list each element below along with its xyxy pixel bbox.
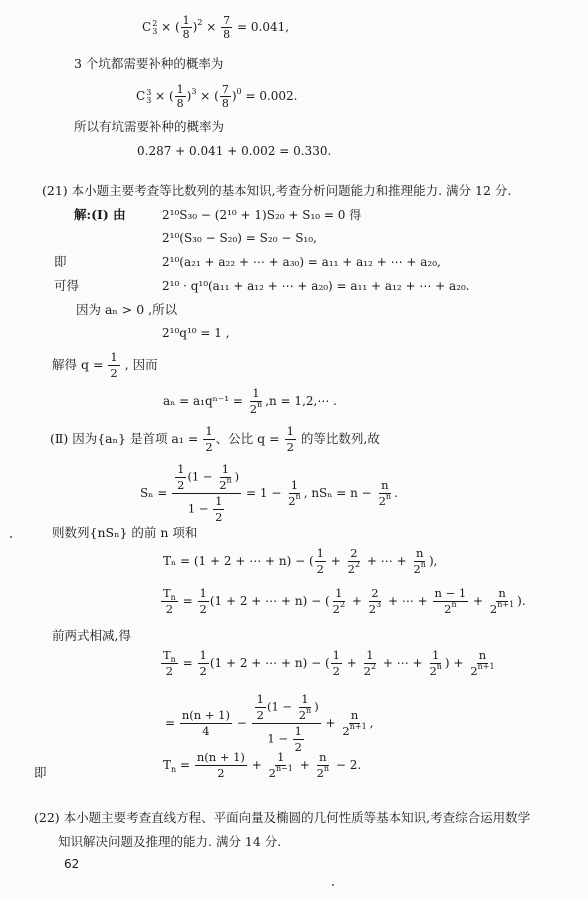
fraction-half: $\frac{1}{2}$ bbox=[294, 724, 302, 754]
fraction-one-eighth: $\frac{1}{8}$ bbox=[176, 83, 184, 110]
eq-tn-final: $T_n$ = $\frac{n(n + 1)}{2}$ + $\frac{1}{2^{n-1}}$ + $\frac{n}{2^n}$ − 2. bbox=[163, 750, 362, 780]
problem-22-header: (22) 本小题主要考查直线方程、平面向量及椭圆的几何性质等基本知识,考查综合运用数学 bbox=[34, 810, 531, 825]
text-thus: , 因而 bbox=[124, 357, 158, 372]
fraction-term-n: $\frac{n}{2^{n+1}}$ bbox=[489, 586, 515, 616]
eq-diff-result: = $\frac{n(n + 1)}{4}$ − $\frac{1}{2}$ (1 − $\frac{1}{2^n}$ ) 1 − $\frac{1}{2}$ + $\frac{n}{2^{n+1}}$ , bbox=[165, 692, 374, 754]
fraction-half: $\frac{1}{2}$ bbox=[256, 692, 264, 722]
fraction-half: $\frac{1}{2}$ bbox=[110, 350, 118, 380]
eq-3: 2¹⁰(a₂₁ + a₂₂ + ⋯ + a₃₀) = a₁₁ + a₁₂ + ⋯ + a₂₀, bbox=[162, 255, 441, 269]
fraction-n-n1-over-4: $\frac{n(n + 1)}{4}$ bbox=[181, 708, 230, 738]
text-sum-paren: (1 + 2 + ⋯ + n) − ( bbox=[209, 656, 330, 670]
text-one-minus: = 1 − bbox=[246, 486, 282, 500]
fraction-one-over-2n: $\frac{1}{2^n}$ bbox=[249, 386, 263, 416]
eq-given: 2¹⁰S₃₀ − (2¹⁰ + 1)S₂₀ + S₁₀ = 0 得 bbox=[162, 208, 362, 222]
comb-symbol: C bbox=[136, 89, 146, 103]
fraction-term-1: $\frac{1}{2}$ bbox=[332, 648, 340, 678]
fraction-n-n1-over-2: $\frac{n(n + 1)}{2}$ bbox=[196, 750, 245, 780]
fraction-n-over-2n1: $\frac{n}{2^{n+1}}$ bbox=[470, 648, 495, 678]
text-close: ). bbox=[517, 594, 526, 608]
fraction-one-over-2n: $\frac{1}{2^n}$ bbox=[219, 462, 232, 492]
fraction-n-over-2n1: $\frac{n}{2^{n+1}}$ bbox=[342, 708, 367, 738]
fraction-half: $\frac{1}{2}$ bbox=[199, 586, 207, 616]
fraction-seven-eighths: $\frac{7}{8}$ bbox=[223, 14, 231, 41]
text-any-pit: 所以有坑需要补种的概率为 bbox=[74, 119, 225, 134]
text-times-paren: × ( bbox=[161, 20, 180, 34]
fraction-half: $\frac{1}{2}$ bbox=[199, 648, 207, 678]
eq-prob-three: C 3 3 × ( $\frac{1}{8}$ )$^3$ × ( $\frac{7}{8}$ )$^0$ = 0.002. bbox=[136, 83, 298, 110]
text-tn: Tₙ = (1 + 2 + ⋯ + n) − ( bbox=[163, 554, 314, 568]
eq-prob-two: C 2 3 × ( $\frac{1}{8}$ )$^2$ × $\frac{7}{8}$ = 0.041, bbox=[142, 14, 290, 41]
fraction-half: $\frac{1}{2}$ bbox=[286, 424, 294, 454]
eq-5: 2¹⁰q¹⁰ = 1 , bbox=[162, 326, 230, 340]
fraction-term-2: $\frac{1}{2^2}$ bbox=[363, 648, 377, 678]
text-n-range: ,n = 1,2,⋯ . bbox=[265, 394, 337, 408]
comb-indices: 3 3 bbox=[146, 87, 152, 105]
fraction-geometric-sum: $\frac{1}{2}$ (1 − $\frac{1}{2^n}$ ) 1 − $\frac{1}{2}$ bbox=[252, 692, 321, 755]
fraction-n-over-2n: $\frac{n}{2^n}$ bbox=[378, 478, 392, 508]
eq-2: 2¹⁰(S₃₀ − S₂₀) = S₂₀ − S₁₀, bbox=[162, 231, 317, 245]
text-geometric: 的等比数列,故 bbox=[300, 431, 380, 446]
scan-speck bbox=[10, 536, 12, 538]
fraction-n-over-2n: $\frac{n}{2^n}$ bbox=[316, 750, 330, 780]
problem-22-line2: 知识解决问题及推理的能力. 满分 14 分. bbox=[58, 834, 282, 849]
eq-diff: $\frac{T_n}{2}$ = $\frac{1}{2}$ (1 + 2 + ⋯ + n) − ( $\frac{1}{2}$ + $\frac{1}{2^2}$ + ⋯ + $\frac{1}{2^n}$ ) + $\frac{n}{2^{n+1}}$ bbox=[163, 648, 495, 678]
fraction-one-over-2n-1: $\frac{1}{2^{n-1}}$ bbox=[268, 750, 293, 780]
fraction-term-1: $\frac{1}{2^2}$ bbox=[332, 586, 346, 616]
part-two-intro bbox=[50, 424, 380, 455]
text-times-paren: × ( bbox=[200, 89, 219, 103]
label-ji-final: 即 bbox=[34, 765, 47, 780]
fraction-half: $\frac{1}{2}$ bbox=[177, 462, 185, 492]
text-ratio: 、公比 q = bbox=[215, 431, 280, 446]
fraction-term-2: $\frac{2}{2^3}$ bbox=[368, 586, 382, 616]
label-ji: 即 bbox=[54, 254, 67, 269]
comb-indices: 2 3 bbox=[152, 18, 158, 36]
eq-sum: 0.287 + 0.041 + 0.002 = 0.330. bbox=[137, 144, 332, 158]
page-number: 62 bbox=[64, 857, 80, 871]
solution-label: 解:(Ⅰ) 由 bbox=[74, 207, 126, 222]
fraction-term-n-1: $\frac{n - 1}{2^n}$ bbox=[434, 586, 467, 616]
text-close: ), bbox=[428, 554, 438, 568]
result-text: = 0.002. bbox=[245, 89, 298, 103]
scan-speck bbox=[332, 884, 334, 886]
comb-symbol: C bbox=[142, 20, 152, 34]
fraction-tn-over-2: $\frac{T_n}{2}$ bbox=[163, 586, 176, 616]
fraction-one-over-2n: $\frac{1}{2^n}$ bbox=[298, 692, 312, 722]
text-paren: ) bbox=[231, 89, 237, 103]
text-times: × bbox=[206, 20, 217, 34]
fraction-half: $\frac{1}{2}$ bbox=[205, 424, 213, 454]
text-first-term: (Ⅱ) 因为{aₙ} 是首项 a₁ = bbox=[50, 431, 199, 446]
fraction-sn: $\frac{1}{2}$ (1 − $\frac{1}{2^n}$ ) 1 − $\frac{1}{2}$ bbox=[172, 462, 241, 525]
eq-4: 2¹⁰ · q¹⁰(a₁₁ + a₁₂ + ⋯ + a₂₀) = a₁₁ + a₁₂ + ⋯ + a₂₀. bbox=[162, 279, 470, 293]
text-nsn: , nSₙ = n − bbox=[303, 486, 372, 500]
fraction-term-n: $\frac{1}{2^n}$ bbox=[429, 648, 442, 678]
text-an: aₙ = a₁qⁿ⁻¹ = bbox=[163, 394, 243, 408]
fraction-one-eighth: $\frac{1}{8}$ bbox=[182, 14, 190, 41]
eq-an bbox=[163, 386, 337, 417]
eq-tn: Tₙ = (1 + 2 + ⋯ + n) − ( $\frac{1}{2}$ + $\frac{2}{2^2}$ + ⋯ + $\frac{n}{2^n}$ ), bbox=[163, 546, 438, 576]
result-text: = 0.041, bbox=[237, 20, 290, 34]
text-sum-paren: (1 + 2 + ⋯ + n) − ( bbox=[209, 594, 330, 608]
text-three-pits: 3 个坑都需要补种的概率为 bbox=[74, 56, 224, 71]
text-sn: Sₙ = bbox=[140, 486, 168, 500]
fraction-tn-over-2: $\frac{T_n}{2}$ bbox=[163, 648, 176, 678]
fraction-half: $\frac{1}{2}$ bbox=[215, 494, 223, 524]
text-subtract: 前两式相减,得 bbox=[52, 628, 131, 643]
eq-sn: Sₙ = $\frac{1}{2}$ (1 − $\frac{1}{2^n}$ ) 1 − $\frac{1}{2}$ = 1 − $\frac{1}{2^n}$ , nSₙ = n − $\frac{n}{2^n}$ . bbox=[140, 462, 398, 524]
label-kede: 可得 bbox=[54, 278, 80, 293]
fraction-term-1: $\frac{1}{2}$ bbox=[316, 546, 324, 576]
text-paren: ) bbox=[192, 20, 198, 34]
text-times-paren: × ( bbox=[155, 89, 174, 103]
eq-tn-half: $\frac{T_n}{2}$ = $\frac{1}{2}$ (1 + 2 + ⋯ + n) − ( $\frac{1}{2^2}$ + $\frac{2}{2^3}$ + ⋯ + $\frac{n - 1}{2^n}$ + $\frac{n}{2^{n+1}}$ ). bbox=[163, 586, 526, 616]
fraction-term-2: $\frac{2}{2^2}$ bbox=[347, 546, 361, 576]
fraction-one-over-2n: $\frac{1}{2^n}$ bbox=[288, 478, 301, 508]
text-equals: = bbox=[165, 716, 176, 730]
text-close-plus: ) + bbox=[444, 656, 464, 670]
text-solve-q bbox=[52, 350, 158, 381]
text-because: 因为 aₙ > 0 ,所以 bbox=[76, 302, 178, 317]
text-sequence-sum: 则数列{nSₙ} 的前 n 项和 bbox=[52, 525, 198, 540]
fraction-seven-eighths: $\frac{7}{8}$ bbox=[221, 83, 229, 110]
problem-21-header: (21) 本小题主要考查等比数列的基本知识,考查分析问题能力和推理能力. 满分 12 分. bbox=[42, 183, 512, 198]
text-paren: ) bbox=[186, 89, 192, 103]
fraction-term-n: $\frac{n}{2^n}$ bbox=[413, 546, 426, 576]
text-q-equals: 解得 q = bbox=[52, 357, 104, 372]
